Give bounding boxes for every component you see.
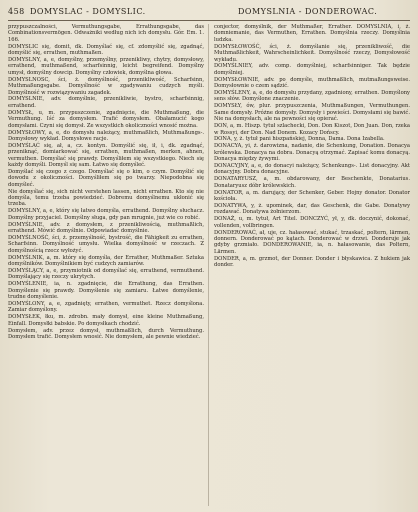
dictionary-entry: DOMYŚLAĆ się, ał, a, cz. kontyn. Domyślić się, ił, i, dk. zgadnąć, przeniknąć, domiarkować się, errathen, muthmaßen, merken, ahnen, vermuthen. Domyślać się prawdy. Domyśliłem się wszystkiego. Niech się każdy domyśli. Domyśl się sam. Łatwo się domyśleć.: [8, 142, 204, 169]
dictionary-entry: DOMYSŁY, ów, plur. przypuszczenia, Muthmaßungen, Vermuthungen. Same domysły. Próżne domysły. Domysły i powieści. Domysłami się bawić. Nie na domysłach, ale na pewności się opierać.: [214, 103, 410, 123]
dictionary-entry: DONACYA, yi, ż. darowizna, nadanie, die Schenkung, Donation. Donacya królewska. Donacya na dobra. Donacyą otrzymać. Zapisać komu donacyą. Donacya między żywymi.: [214, 143, 410, 163]
dictionary-entry: DONA, y, ż. tytuł pani hiszpańskiej, Donna, Dama. Dona Izabella.: [214, 136, 385, 143]
dictionary-entry: DOMYŚLNIE, adv. z domysłem, z przenikliwością, muthmaßlich, errathend. Mówić domyślnie. Odpowiadać domyślnie.: [8, 221, 204, 235]
dictionary-entry: Domysłem, adv. przez domysł, muthmaßlich, durch Vermuthung. Domysłem trafić. Domysłem wnosić. Nie domysłem, ale pewnie wiedzieć.: [8, 327, 204, 341]
column-divider: [208, 24, 209, 506]
dictionary-entry: DOMYŚLENY, a, e, do domysłu przydany, zgadniony, errathen. Domyślony sens słów. Domyślone znaczenie.: [214, 90, 410, 103]
dictionary-entry: DOMYSŁOWNIE, adv. po domyśle, muthmaßlich, mutmaßungsweise. Domysłownie o czem sądzić.: [214, 76, 410, 90]
dictionary-entry: DON, a, m. Hiszp. tytuł szlachecki, Don. Don Kiszot, Don Juan. Don, rzeka w Rossyi, der Don. Nad Donem. Kozacy Dońscy.: [214, 123, 410, 136]
dictionary-entry: DOMYŚLENIE, ia, n. zgadnięcie, die Errathung, das Errathen. Domyślenie się prawdy. Domyślenie się zamiaru. Łatwe domyślenie, trudne domyślenie.: [8, 281, 204, 301]
dictionary-entry: DONDER, a, m. grzmot, der Donner. Donder i błyskawica. Z hukiem jak donder.: [214, 255, 410, 269]
dictionary-entry: przypuszczalności, Vermuthungsgabe, Errathungsgabe, das Combinationsvermögen. Odważniki według nich ich domysłu. Gór. Em. 1. 166.: [8, 24, 204, 43]
dictionary-entry: DONATYWA, y, ż. upominek, dar, das Geschenk, die Gabe. Donatywy rozdawać. Donatywa żołnierzom.: [214, 202, 410, 216]
dictionary-entry: DOMYŚLNIEY, adv. comp. domyślniej, scharfsinniger. Tak będzie domyślniej.: [214, 63, 410, 76]
dictionary-entry: DOMYSŁ, u, m. przypuszczenie, zgadnięcie, die Muthmaßung, die Vermuthung. Iść za domysłem. Trafić domysłem. Obałamucić kogo domysłami. Czyni się domysł. Ze wszystkich okoliczności wnosić można.: [8, 109, 204, 129]
left-column: [8, 24, 204, 506]
dictionary-entry: DOMYSŁEK, łku, m. zdrobn. mały domysł, eine kleine Muthmaßung, Einfall. Domysłki babskie. Po domysłkach chodzić.: [8, 314, 204, 327]
dictionary-entry: conjector, domyślnik, der Muthmaßer, Errather. DOMYSLNIA, i, ż. domniemanie, das Vermuthen, Errathen. Domyślnia rzeczy. Domyślnia ludzka.: [214, 24, 410, 43]
dictionary-entry: DONATARYUSZ, a, m. obdarowany, der Beschenkte, Donatarius. Donataryusz dóbr królewskich.: [214, 176, 410, 189]
dictionary-entry: DOMYŚLNIK, a, m. który się domyśla, der Errather, Muthmaßer. Sztuka domyślników. Domyślnikiem być cudzych zamiarów.: [8, 254, 204, 268]
page-header: [8, 6, 410, 21]
dictionary-entry: DOMYSŁOWOŚĆ, ści, ż. domyślanie się, przenikliwość, die Muthmaßlichkeit, Wahrscheinlichkeit. Domyślność rzeczy, Domysłowość wykładu.: [214, 43, 410, 63]
dictionary-entry: DONATOR, a, m. darujący, der Schenker, Geber. Hojny donator. Donator kościoła.: [214, 189, 410, 203]
right-running-head: DOMYSLNIA - DONDEROWAC.: [238, 7, 378, 16]
dictionary-entry: DOMYSLNIE, adv. domyślnie, przenikliwie, bystro, scharfsinnig, errathend.: [8, 96, 204, 109]
dictionary-entry: DONACYJNY, a, e, do donacyi należący, Schenkungs-. List donacyjny. Akt donacyjny. Dobra donacyjne.: [214, 163, 410, 176]
dictionary-entry: DOMYSLNOSC, ści, ż. domyślność, przenikliwość, Scharfsinn, Muthmaßungsgabe. Domyślność w zgadywaniu cudzych myśli. Domyślność w rozwiązywaniu zagadek.: [8, 76, 204, 96]
dictionary-entry: DOMYŚLĄCY, a, e, przymiotnik od domyślać się, errathend, vermuthend. Domyślający się rzeczy ukrytych.: [8, 268, 204, 281]
dictionary-entry: DOMYŚLNOŚĆ, ści, ż. przemyślność, bystrość, die Fähigkeit zu errathen, Scharfsinn. Domyślność umysłu. Wielka domyślność w rzeczach. Z domyślnością rzecz wyłożyć.: [8, 235, 204, 254]
dictionary-entry: DOMYŚLONY, a, e, zgadnięty, errathen, vermuthet. Rzecz domyślona. Zamiar domyślony.: [8, 301, 204, 314]
right-column: [214, 24, 410, 506]
dictionary-entry: DONAŻ, u, m. tytuł, Art Titel. DONCZYĆ, ył, y, dk. doczynić, dokonać, vollenden, vollbringen.: [214, 216, 410, 229]
dictionary-entry: Nie domyślać się, sich nicht verstehen lassen, nicht errathen. Kto się nie domyśla, temu trzeba powiedzieć. Dobremu domyślnemu ukłonić się trzeba.: [8, 188, 204, 208]
dictionary-entry: DOMYSLIC się, domit, dk. Domyślać się, cf. zdomyślić się, zgadnąć, domyślić się, errathen, muthmaßen.: [8, 43, 204, 57]
text-columns: [8, 24, 410, 506]
page-number: 458: [8, 7, 25, 16]
dictionary-entry: Domyślać się czego z czego. Domyślać się o kim, o czym. Domyślić się dowodu z okoliczności. Domyśliłem się po twarzy. Niepodobna się domyśleć.: [8, 168, 204, 188]
dictionary-entry: DONDEROWAĆ, ał, uje, cz. hałasować, stukać, trzaskać, poltern, lärmen, donnern. Donderować po kątach. Donderować w drzwi. Donderuje jak gdyby grzmiało. DONDEROWANIE, ia, n. hałasowanie, das Poltern, Lärmen.: [214, 229, 410, 255]
dictionary-entry: DOMYSLNY, a, e, domyślny, przemyślny, przenikliwy, chytry, domysłowy, errathend, muthmaßend, scharfsinnig, leicht begreifend. Domyślny umysł, domyślny dowcip. Domyślny człowiek, domyślna głowa.: [8, 57, 204, 76]
dictionary-entry: DOMYSŁOWY, a, e, do domysłu należący, muthmaßlich, Muthmaßungs-. Domysłowy wykład. Domysłowe racje.: [8, 129, 204, 142]
dictionary-entry: DOMYSLNY, a, e, który się łatwo domyśla, errathend. Domyślny słuchacz. Domyślny przyjaciel. Domyślny sługa, gdy pan mrugnie, już wie co robić.: [8, 208, 204, 221]
left-running-head: DOMYSLAC - DOMYSLIC.: [30, 7, 146, 16]
